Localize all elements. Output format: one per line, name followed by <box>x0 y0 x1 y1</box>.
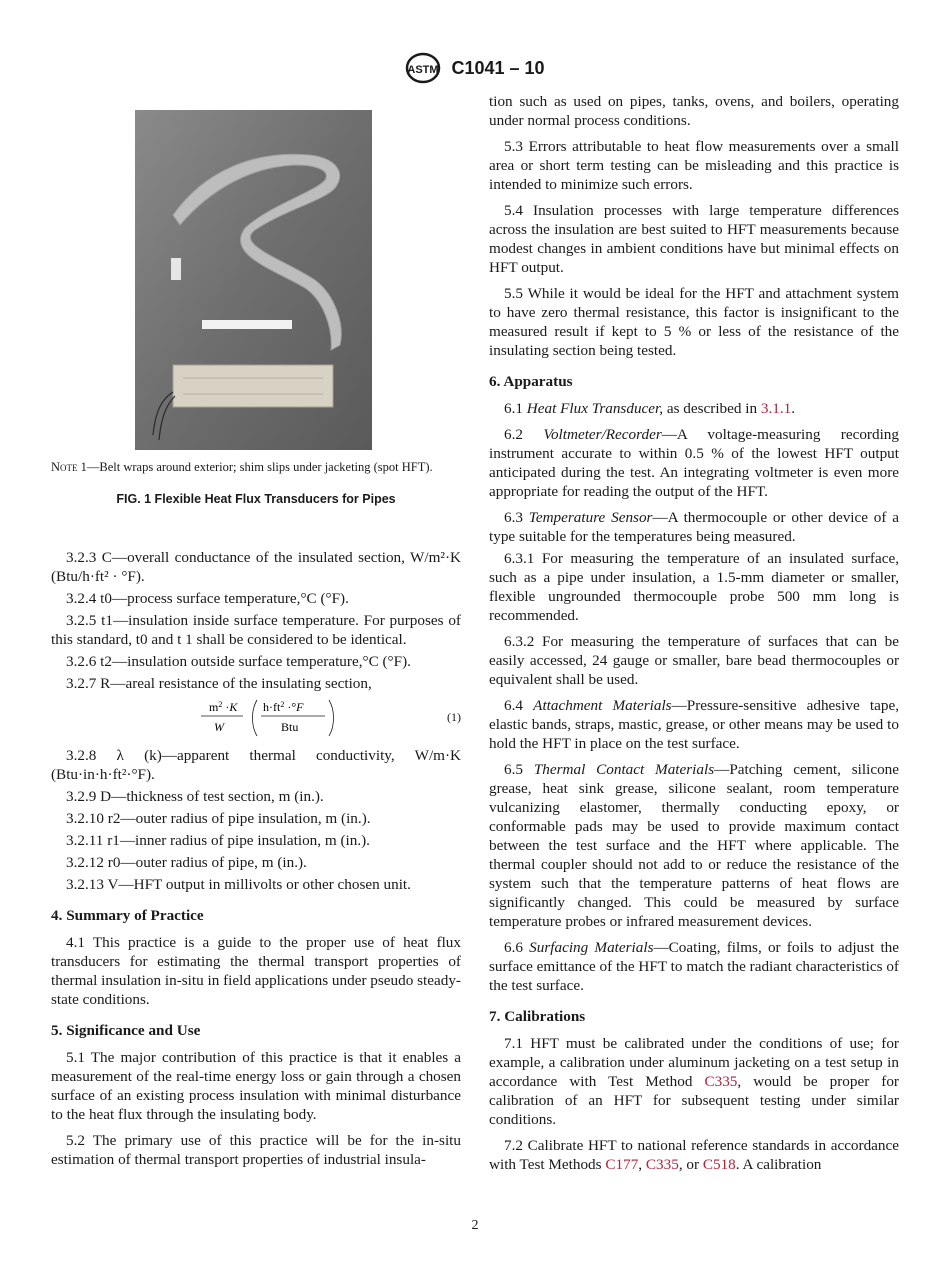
section-7-heading: 7. Calibrations <box>489 1008 586 1025</box>
para-3-2-7: 3.2.7 R—areal resistance of the insulating section, <box>66 675 372 692</box>
section-4-heading: 4. Summary of Practice <box>51 907 204 924</box>
para-3-2-4: 3.2.4 t0—process surface temperature,°C (°F). <box>66 590 349 607</box>
para-6-1: 6.1 Heat Flux Transducer, as described in 3.1.1. <box>504 400 796 417</box>
svg-text:W: W <box>214 720 224 734</box>
link-c177[interactable]: C177 <box>605 1156 639 1173</box>
para-5-2: 5.2 The primary use of this practice will be for the in-situ estimation of thermal transport properties of industrial insula- <box>51 1132 461 1168</box>
para-5-1: 5.1 The major contribution of this practice is that it enables a measurement of the real-time energy loss or gain through a chosen surface of an existing process insulation with minimal disturbance to the heat flux through the insulating body. <box>51 1049 461 1123</box>
para-6-3: 6.3 Temperature Sensor—A thermocouple or other device of a type suitable for the temperatures being measured. <box>489 509 900 545</box>
para-5-3: 5.3 Errors attributable to heat flow measurements over a small area or short term testing can be misleading and this practice is intended to minimize such errors. <box>489 138 899 193</box>
link-c335[interactable]: C335 <box>704 1073 738 1090</box>
para-3-2-12: 3.2.12 r0—outer radius of pipe, m (in.). <box>66 854 307 871</box>
para-3-2-11: 3.2.11 r1—inner radius of pipe insulation, m (in.). <box>66 832 370 849</box>
para-3-2-6: 3.2.6 t2—insulation outside surface temperature,°C (°F). <box>66 653 411 670</box>
note-label: Note 1 <box>51 460 87 474</box>
astm-logo-icon <box>405 52 441 84</box>
equation-number: (1) <box>447 710 461 724</box>
equation-1 <box>51 696 461 740</box>
para-5-5: 5.5 While it would be ideal for the HFT and attachment system to have zero thermal resistance, this factor is insignificant to the measured result if kept to 5 % or less of the resistance of the insulating section being tested. <box>489 285 899 359</box>
para-5-2-continued: tion such as used on pipes, tanks, ovens, and boilers, operating under normal process conditions. <box>489 93 899 129</box>
logo-text: ASTM <box>407 64 440 76</box>
figure-caption: FIG. 1 Flexible Heat Flux Transducers for Pipes <box>116 492 396 506</box>
para-7-2: 7.2 Calibrate HFT to national reference standards in accordance with Test Methods C177, C335, or C518. A calibration <box>489 1137 899 1173</box>
svg-text:h·ft2 ·°F: $h\cdot ft^2 \cdot^\circ F$ <box>263 700 304 714</box>
para-3-2-3: 3.2.3 C—overall conductance of the insulated section, W/m²·K (Btu/h·ft² · °F). <box>51 549 461 585</box>
para-3-2-5: 3.2.5 t1—insulation inside surface temperature. For purposes of this standard, t0 and t 1 shall be considered to be identical. <box>51 612 461 648</box>
svg-text:m2 ·K: $m^2 \cdot K$ <box>209 700 238 714</box>
note-text: —Belt wraps around exterior; shim slips under jacketing (spot HFT). <box>86 460 433 474</box>
para-6-2: 6.2 Voltmeter/Recorder—A voltage-measuring recording instrument accurate to within 0.5 % of the lowest HFT output anticipated during the test. An integrating voltmeter is even more appropriate for reading the output of the HFT. <box>489 426 899 500</box>
para-4-1: 4.1 This practice is a guide to the proper use of heat flux transducers for estimating the thermal transport properties of thermal insulation in-situ in field applications under pseudo steady-state conditions. <box>51 934 461 1008</box>
definitions-and-sections <box>51 548 461 1176</box>
para-6-5: 6.5 Thermal Contact Materials—Patching cement, silicone grease, heat sink grease, silicone sealant, room temperature vulcanizing elastomer, thermally conducting epoxy, or conformable pads may be used to provide maximum contact between the test surface and the HFT where applicable. The thermal coupler should not add to or reduce the resistance of the system such that the temperature patterns of heat flows are significantly changed. This could be measured by surface temperature probes or infrared measurement devices. <box>489 761 900 930</box>
link-c335-2[interactable]: C335 <box>645 1156 679 1173</box>
link-c518[interactable]: C518 <box>702 1156 736 1173</box>
para-6-6: 6.6 Surfacing Materials—Coating, films, or foils to adjust the surface emittance of the HFT to match the radiant characteristics of the test surface. <box>489 939 899 994</box>
para-5-4: 5.4 Insulation processes with large temperature differences across the insulation are best suited to HFT measurements because modest changes in ambient conditions have but minimal effects on HFT output. <box>489 202 899 276</box>
page-header <box>0 52 950 84</box>
para-7-1: 7.1 HFT must be calibrated under the conditions of use; for example, a calibration under aluminum jacketing on a test setup in accordance with Test Method C335, would be proper for calibration of an HFT for subsequent testing under similar conditions. <box>489 1035 899 1128</box>
page-number: 2 <box>471 1218 479 1233</box>
para-6-3-2: 6.3.2 For measuring the temperature of surfaces that can be easily accessed, 24 gauge or smaller, bare bead thermocouples or equivalent shall be used. <box>489 633 899 688</box>
equation-formula <box>191 696 371 740</box>
para-6-3-1: 6.3.1 For measuring the temperature of an insulated surface, such as a pipe under insulation, a 1.5-mm diameter or smaller, flexible ungrounded thermocouple probe 500 mm long is recommended. <box>489 550 899 624</box>
para-6-4: 6.4 Attachment Materials—Pressure-sensitive adhesive tape, elastic bands, straps, mastic, grease, or other means may be used to hold the HFT in place on the test surface. <box>489 697 900 752</box>
section-5-heading: 5. Significance and Use <box>51 1022 201 1039</box>
svg-text:Btu: Btu <box>281 720 299 734</box>
figure-note <box>51 459 461 475</box>
right-column <box>489 92 899 1181</box>
section-6-heading: 6. Apparatus <box>489 373 573 390</box>
para-3-2-9: 3.2.9 D—thickness of test section, m (in.). <box>66 788 324 805</box>
para-3-2-8: 3.2.8 λ (k)—apparent thermal conductivity, W/m·K (Btu·in·h·ft²·°F). <box>51 747 461 783</box>
para-3-2-13: 3.2.13 V—HFT output in millivolts or other chosen unit. <box>66 876 411 893</box>
link-3-1-1[interactable]: 3.1.1 <box>760 400 792 417</box>
para-3-2-10: 3.2.10 r2—outer radius of pipe insulation, m (in.). <box>66 810 371 827</box>
document-id: C1041 – 10 <box>451 57 545 78</box>
heat-flux-transducer-photo <box>135 110 372 450</box>
